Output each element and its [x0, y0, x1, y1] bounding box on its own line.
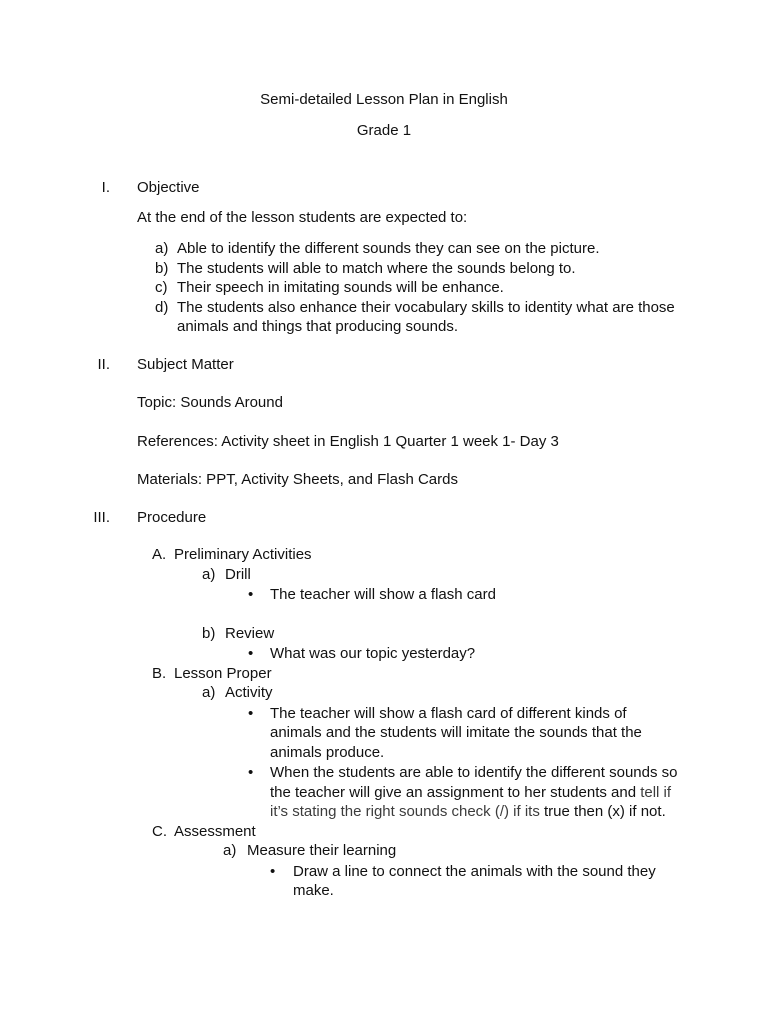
section-objective-numeral: I. [101, 179, 110, 196]
objective-item-text: The students will able to match where the sounds belong to. [177, 259, 576, 277]
materials-line: Materials: PPT, Activity Sheets, and Flash Cards [137, 471, 458, 488]
objective-item-marker: d) [155, 298, 169, 316]
assessment-label: Assessment [174, 822, 256, 840]
bullet-icon: • [248, 586, 254, 603]
activity-bullet-item [248, 763, 768, 822]
review-bullet-item [248, 644, 768, 664]
activity-bullet-item [248, 704, 768, 763]
assessment-marker: C. [152, 822, 167, 840]
section-procedure-numeral: III. [93, 508, 110, 526]
objective-item-text: The students also enhance their vocabulary skills to identity what are those animals and things that producing sounds. [177, 298, 675, 335]
bullet-icon: • [248, 704, 254, 722]
activity-bullet-text: The teacher will show a flash card of different kinds of animals and the students will imitate the sounds that the animals produce. [270, 704, 642, 761]
lesson-proper-label: Lesson Proper [174, 664, 272, 682]
preliminary-activities-heading [152, 545, 768, 565]
drill-marker: a) [202, 565, 216, 583]
measure-learning-label: Measure their learning [247, 842, 397, 859]
activity-marker: a) [202, 684, 216, 701]
activity-bullet2-part2: tell if it’s stating the right sounds check (/) if its [270, 783, 672, 820]
objective-item-marker: a) [155, 240, 169, 257]
references-line: References: Activity sheet in English 1 Quarter 1 week 1- Day 3 [137, 432, 559, 450]
section-subject-matter-heading: Subject Matter [137, 355, 234, 373]
activity-bullet-text [270, 763, 682, 822]
section-procedure [0, 508, 768, 528]
review-heading [202, 624, 768, 644]
objective-item [155, 278, 768, 298]
objective-item-marker: b) [155, 259, 169, 277]
assessment-bullet-text: Draw a line to connect the animals with the sound they make. [293, 862, 656, 899]
activity-bullet2-part3: true then (x) if not. [544, 803, 666, 820]
lesson-proper-marker: B. [152, 664, 167, 682]
preliminary-activities-label: Preliminary Activities [174, 546, 312, 563]
drill-label: Drill [225, 565, 251, 583]
section-objective [0, 178, 768, 198]
bullet-icon: • [270, 862, 276, 880]
review-bullet-text: What was our topic yesterday? [270, 645, 476, 662]
activity-heading [202, 683, 768, 703]
section-subject-matter [0, 355, 768, 375]
review-label: Review [225, 624, 275, 642]
assessment-heading [152, 822, 768, 842]
activity-label: Activity [225, 684, 273, 701]
objective-item [155, 239, 768, 259]
drill-bullet-text: The teacher will show a flash card [270, 586, 496, 603]
measure-learning-heading [223, 841, 768, 861]
review-marker: b) [202, 624, 216, 642]
section-objective-heading: Objective [137, 179, 200, 196]
objective-intro: At the end of the lesson students are expected to: [137, 208, 468, 226]
bullet-icon: • [248, 764, 254, 781]
section-procedure-heading: Procedure [137, 508, 207, 526]
topic-line: Topic: Sounds Around [137, 394, 283, 411]
drill-heading [202, 565, 768, 585]
objective-item [155, 259, 768, 279]
drill-bullet-item [248, 585, 768, 605]
grade-subtitle: Grade 1 [356, 121, 412, 139]
measure-learning-marker: a) [223, 842, 237, 859]
section-subject-matter-numeral: II. [97, 355, 110, 373]
objective-item [155, 298, 768, 337]
preliminary-activities-marker: A. [152, 546, 167, 563]
activity-bullet2-part1: When the students are able to identify the different sounds so the teacher will give an assignment to her students and [270, 764, 678, 801]
lesson-proper-heading [152, 664, 768, 684]
objective-item-marker: c) [155, 279, 168, 296]
bullet-icon: • [248, 645, 254, 662]
objective-item-text: Able to identify the different sounds they can see on the picture. [177, 240, 600, 257]
objective-item-text: Their speech in imitating sounds will be enhance. [177, 279, 504, 296]
assessment-bullet-item [270, 862, 768, 901]
document-title: Semi-detailed Lesson Plan in English [260, 91, 508, 108]
objective-list [0, 239, 768, 337]
